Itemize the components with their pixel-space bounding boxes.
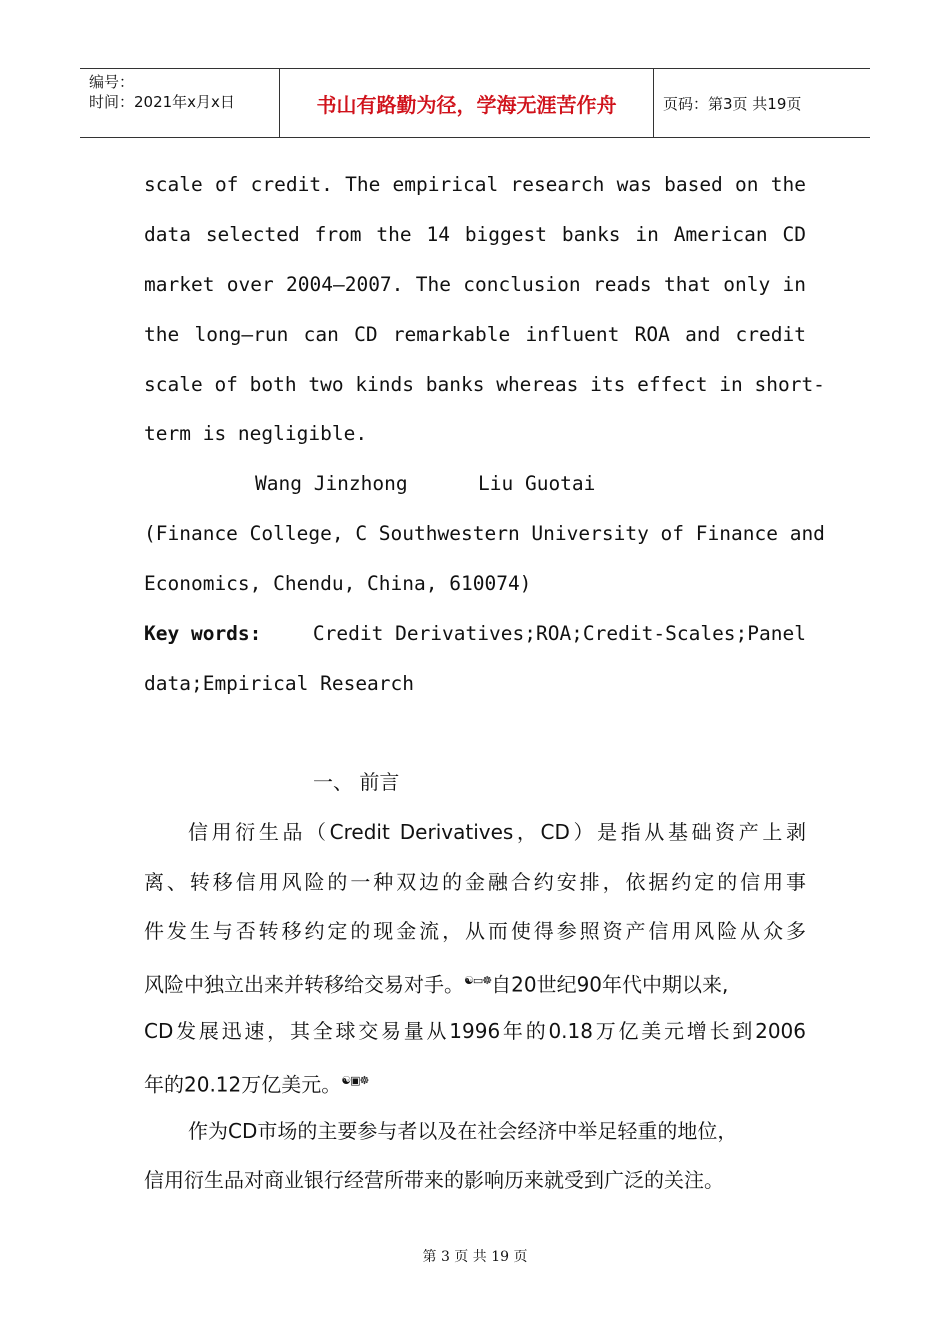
keywords-line: [144, 621, 806, 647]
paragraph-line: 作为CD市场的主要参与者以及在社会经济中举足轻重的地位，: [188, 1119, 738, 1143]
header-meta: [80, 69, 280, 137]
keywords-list: Credit Derivatives;ROA;Credit-Scales;Panel: [312, 622, 806, 645]
abstract-line: scale of both two kinds banks whereas its effect in short-: [144, 373, 825, 396]
header-page-info: 页码：第3页 共19页: [663, 94, 802, 113]
paragraph-line: [144, 968, 806, 998]
abstract-line: scale of credit. The empirical research was based on the: [144, 173, 806, 196]
keywords-label: [144, 621, 277, 647]
keywords-label-text: Key words:: [144, 622, 262, 645]
paragraph-text: 自20世纪90年代中期以来,: [491, 972, 729, 997]
abstract-line: term is negligible.: [144, 422, 368, 445]
paragraph-line: 信用衍生品（Credit Derivatives，CD）是指从基础资产上剥: [188, 820, 806, 844]
header-time-label: 时间：2021年x月x日: [89, 93, 235, 111]
affiliation-line: Economics, Chendu, China, 610074): [144, 572, 532, 595]
page-header: [80, 68, 870, 138]
paragraph-line: CD发展迅速，其全球交易量从1996年的0.18万亿美元增长到2006: [144, 1019, 806, 1043]
author-name: Liu Guotai: [478, 472, 596, 495]
page-footer: 第 3 页 共 19 页: [422, 1249, 528, 1265]
paragraph-line: 信用衍生品对商业银行经营所带来的影响历来就受到广泛的关注。: [144, 1168, 724, 1192]
abstract-line: data selected from the 14 biggest banks in American CD: [144, 223, 806, 246]
paragraph-line: 离、转移信用风险的一种双边的金融合约安排，依据约定的信用事: [144, 870, 806, 894]
paragraph-line: 件发生与否转移约定的现金流，从而使得参照资产信用风险从众多: [144, 919, 806, 943]
reference-mark: ☯▭☸: [464, 974, 492, 987]
reference-mark: ☯▣☸: [341, 1074, 369, 1087]
header-motto: 书山有路勤为径，学海无涯苦作舟: [280, 69, 654, 137]
paragraph-line: [144, 1068, 806, 1098]
abstract-line: the long—run can CD remarkable influent ROA and credit: [144, 323, 806, 346]
paragraph-text: 风险中独立出来并转移给交易对手。: [144, 972, 464, 997]
keywords-line-continued: data;Empirical Research: [144, 672, 415, 695]
affiliation-line: (Finance College, C Southwestern University of Finance and: [144, 522, 825, 545]
header-number-label: 编号：: [89, 73, 135, 91]
section-heading: 一、 前言: [313, 770, 400, 794]
author-name: Wang Jinzhong: [255, 472, 408, 495]
abstract-line: market over 2004—2007. The conclusion reads that only in: [144, 273, 806, 296]
paragraph-text: 年的20.12万亿美元。: [144, 1072, 342, 1097]
